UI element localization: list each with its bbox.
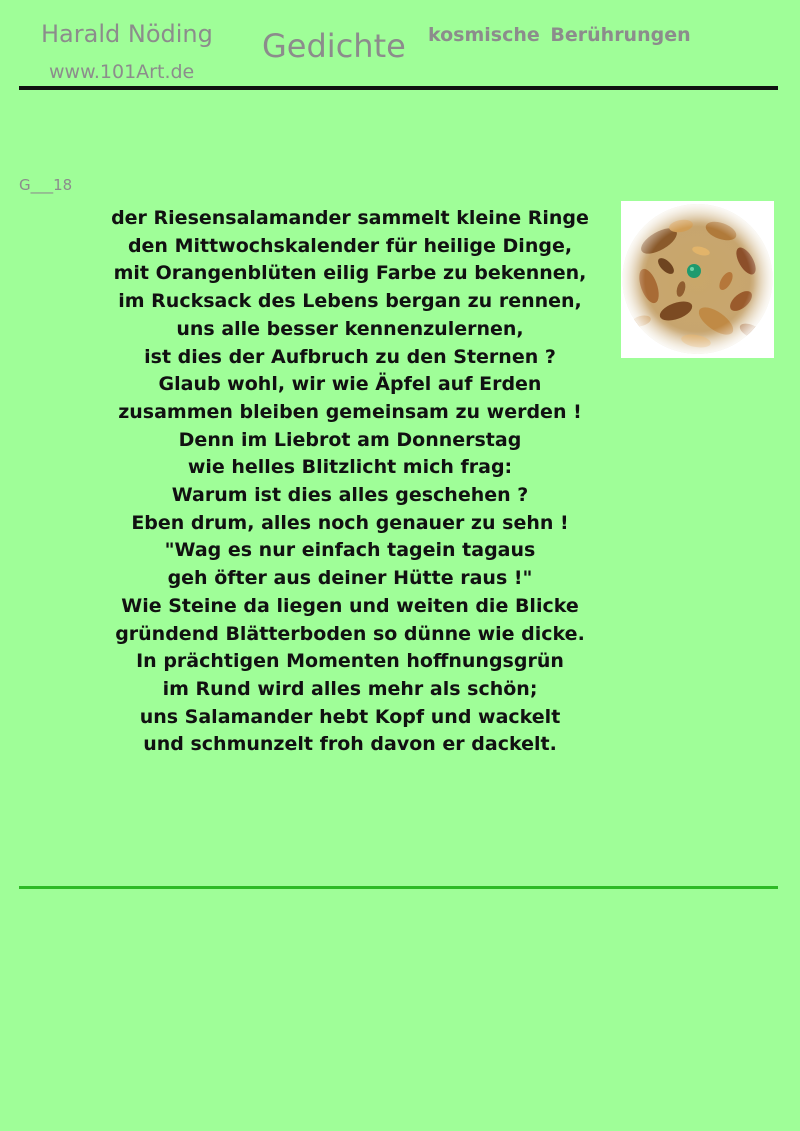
poem-line: Eben drum, alles noch genauer zu sehn ! [131,511,569,534]
poem-line: im Rucksack des Lebens bergan zu rennen, [118,290,582,313]
header-divider [19,86,778,90]
poem-text [100,205,600,759]
collection-title: kosmische Berührungen [428,24,691,46]
poem-line: Denn im Liebrot am Donnerstag [178,428,522,451]
poem-line: den Mittwochskalender für heilige Dinge, [127,234,573,257]
poem-line: der Riesensalamander sammelt kleine Ringe [111,207,589,229]
poem-line: ist dies der Aufbruch zu den Sternen ? [144,345,556,368]
poem-line: "Wag es nur einfach tagein tagaus [164,539,536,562]
poem-line: Warum ist dies alles geschehen ? [171,484,529,507]
leaf-circle-image [621,201,774,358]
poem-line: im Rund wird alles mehr als schön; [162,677,538,700]
poem-artwork [621,201,774,358]
poem-line: Wie Steine da liegen und weiten die Blicke [121,594,579,617]
poem-line: geh öfter aus deiner Hütte raus !" [167,567,533,590]
poem-line: uns alle besser kennenzulernen, [176,317,524,340]
genre-title: Gedichte [262,27,406,65]
website-link[interactable]: www.101Art.de [49,61,195,83]
poem-line: uns Salamander hebt Kopf und wackelt [139,705,561,728]
footer-divider [19,886,778,889]
poem-line: In prächtigen Momenten hoffnungsgrün [136,650,564,673]
poem-line: wie helles Blitzlicht mich frag: [187,456,513,479]
poem-line: zusammen bleiben gemeinsam zu werden ! [118,400,582,423]
poem-code: G___18 [19,176,73,194]
poem-line: Glaub wohl, wir wie Äpfel auf Erden [158,373,542,396]
author-name: Harald Nöding [41,20,213,48]
poem-line: und schmunzelt froh davon er dackelt. [143,733,557,756]
poem-line: mit Orangenblüten eilig Farbe zu bekennen, [113,262,587,285]
poem-line: gründend Blätterboden so dünne wie dicke. [115,622,585,645]
